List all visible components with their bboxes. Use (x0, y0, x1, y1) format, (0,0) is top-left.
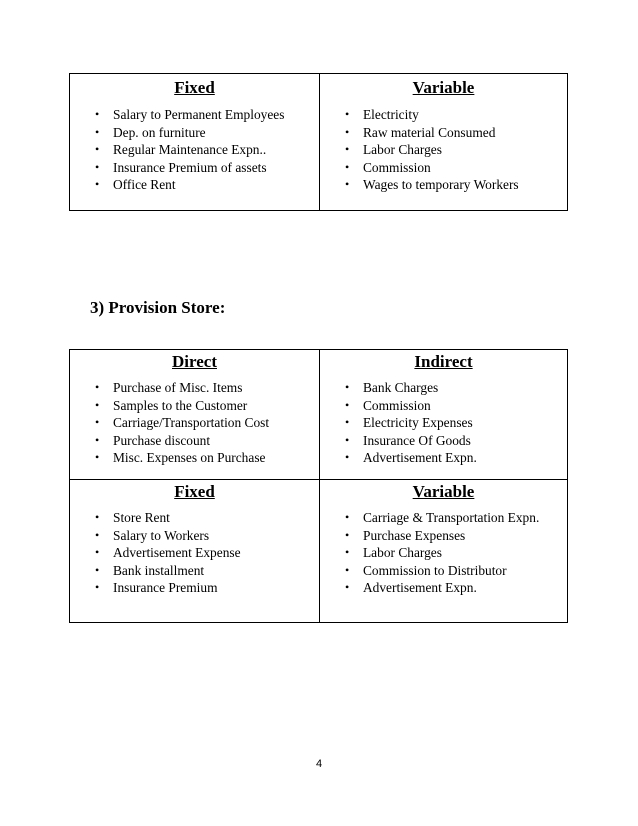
list-item (320, 544, 567, 562)
bullet-icon: • (345, 142, 350, 157)
page-number: 4 (315, 758, 323, 770)
list-item-text: Electricity Expenses (363, 415, 473, 431)
store-fixed-cell (70, 480, 320, 623)
list-item (320, 106, 567, 124)
list-item (70, 449, 319, 467)
list-item (320, 141, 567, 159)
bullet-icon: • (95, 562, 100, 577)
bullet-icon: • (345, 177, 350, 192)
list-item-text: Insurance Premium of assets (113, 159, 267, 175)
list-item (70, 141, 319, 159)
store-fixed-list (70, 509, 319, 597)
list-item (70, 562, 319, 580)
list-item (70, 579, 319, 597)
fixed-cell (70, 74, 320, 211)
list-item-text: Wages to temporary Workers (363, 177, 519, 193)
list-item-text: Purchase Expenses (363, 527, 466, 543)
list-item-text: Raw material Consumed (363, 124, 496, 140)
list-item (70, 527, 319, 545)
direct-heading: Direct (172, 352, 217, 371)
bullet-icon: • (345, 380, 350, 394)
list-item-text: Carriage/Transportation Cost (113, 415, 270, 431)
list-item-text: Store Rent (113, 510, 170, 525)
bullet-icon: • (345, 415, 350, 430)
provision-store-table (69, 349, 568, 623)
list-item (70, 509, 319, 527)
list-item-text: Regular Maintenance Expn.. (113, 142, 267, 158)
variable-cell (320, 74, 568, 211)
list-item (70, 414, 319, 432)
list-item-text: Salary to Workers (113, 527, 210, 543)
list-item (320, 432, 567, 450)
list-item-text: Commission (363, 397, 431, 413)
list-item-text: Labor Charges (363, 142, 442, 158)
list-item (70, 159, 319, 177)
store-variable-cell (320, 480, 568, 623)
list-item-text: Dep. on furniture (113, 124, 206, 140)
bullet-icon: • (95, 397, 100, 412)
section-title: 3) Provision Store: (90, 298, 226, 317)
list-item (320, 379, 567, 397)
list-item (70, 432, 319, 450)
list-item-text: Labor Charges (363, 545, 442, 561)
variable-heading: Variable (412, 78, 475, 97)
bullet-icon: • (95, 107, 100, 121)
list-item (320, 449, 567, 467)
list-item (320, 176, 567, 194)
bullet-icon: • (95, 159, 100, 174)
list-item-text: Insurance Of Goods (363, 432, 471, 448)
bullet-icon: • (345, 107, 350, 121)
list-item (320, 562, 567, 580)
bullet-icon: • (95, 415, 100, 430)
direct-list (70, 379, 319, 467)
list-item (70, 379, 319, 397)
list-item-text: Advertisement Expn. (363, 580, 477, 596)
list-item-text: Purchase of Misc. Items (113, 380, 243, 395)
list-item-text: Commission to Distributor (363, 562, 507, 578)
bullet-icon: • (95, 527, 100, 542)
store-variable-list (320, 509, 567, 597)
list-item-text: Carriage & Transportation Expn. (363, 510, 540, 525)
bullet-icon: • (345, 432, 350, 447)
bullet-icon: • (345, 124, 350, 139)
bullet-icon: • (345, 397, 350, 412)
list-item-text: Electricity (363, 107, 419, 122)
list-item (320, 124, 567, 142)
bullet-icon: • (345, 580, 350, 595)
list-item (320, 414, 567, 432)
list-item (70, 124, 319, 142)
list-item (320, 527, 567, 545)
list-item-text: Bank installment (113, 562, 205, 578)
fixed-heading: Fixed (174, 78, 215, 97)
list-item-text: Advertisement Expense (113, 545, 241, 561)
bullet-icon: • (95, 432, 100, 447)
list-item-text: Misc. Expenses on Purchase (113, 450, 266, 466)
indirect-cell (320, 350, 568, 480)
indirect-list (320, 379, 567, 467)
list-item-text: Insurance Premium (113, 580, 218, 596)
bullet-icon: • (345, 545, 350, 560)
list-item (320, 579, 567, 597)
list-item (320, 159, 567, 177)
list-item-text: Bank Charges (363, 380, 439, 395)
direct-cell (70, 350, 320, 480)
bullet-icon: • (345, 527, 350, 542)
list-item-text: Salary to Permanent Employees (113, 107, 285, 122)
bullet-icon: • (95, 177, 100, 192)
store-fixed-heading: Fixed (174, 482, 215, 501)
list-item (320, 397, 567, 415)
list-item (70, 544, 319, 562)
fixed-variable-table (69, 73, 568, 211)
bullet-icon: • (345, 562, 350, 577)
list-item (70, 397, 319, 415)
list-item (70, 176, 319, 194)
bullet-icon: • (95, 510, 100, 524)
bullet-icon: • (345, 510, 350, 524)
bullet-icon: • (95, 545, 100, 560)
list-item-text: Commission (363, 159, 431, 175)
list-item-text: Office Rent (113, 177, 176, 193)
fixed-list (70, 106, 319, 194)
list-item (320, 509, 567, 527)
list-item-text: Samples to the Customer (113, 397, 248, 413)
bullet-icon: • (95, 450, 100, 465)
bullet-icon: • (345, 159, 350, 174)
list-item (70, 106, 319, 124)
list-item-text: Purchase discount (113, 432, 211, 448)
bullet-icon: • (95, 580, 100, 595)
variable-list (320, 106, 567, 194)
list-item-text: Advertisement Expn. (363, 450, 477, 466)
store-variable-heading: Variable (412, 482, 475, 501)
bullet-icon: • (95, 380, 100, 394)
bullet-icon: • (95, 124, 100, 139)
bullet-icon: • (95, 142, 100, 157)
bullet-icon: • (345, 450, 350, 465)
indirect-heading: Indirect (414, 352, 473, 371)
